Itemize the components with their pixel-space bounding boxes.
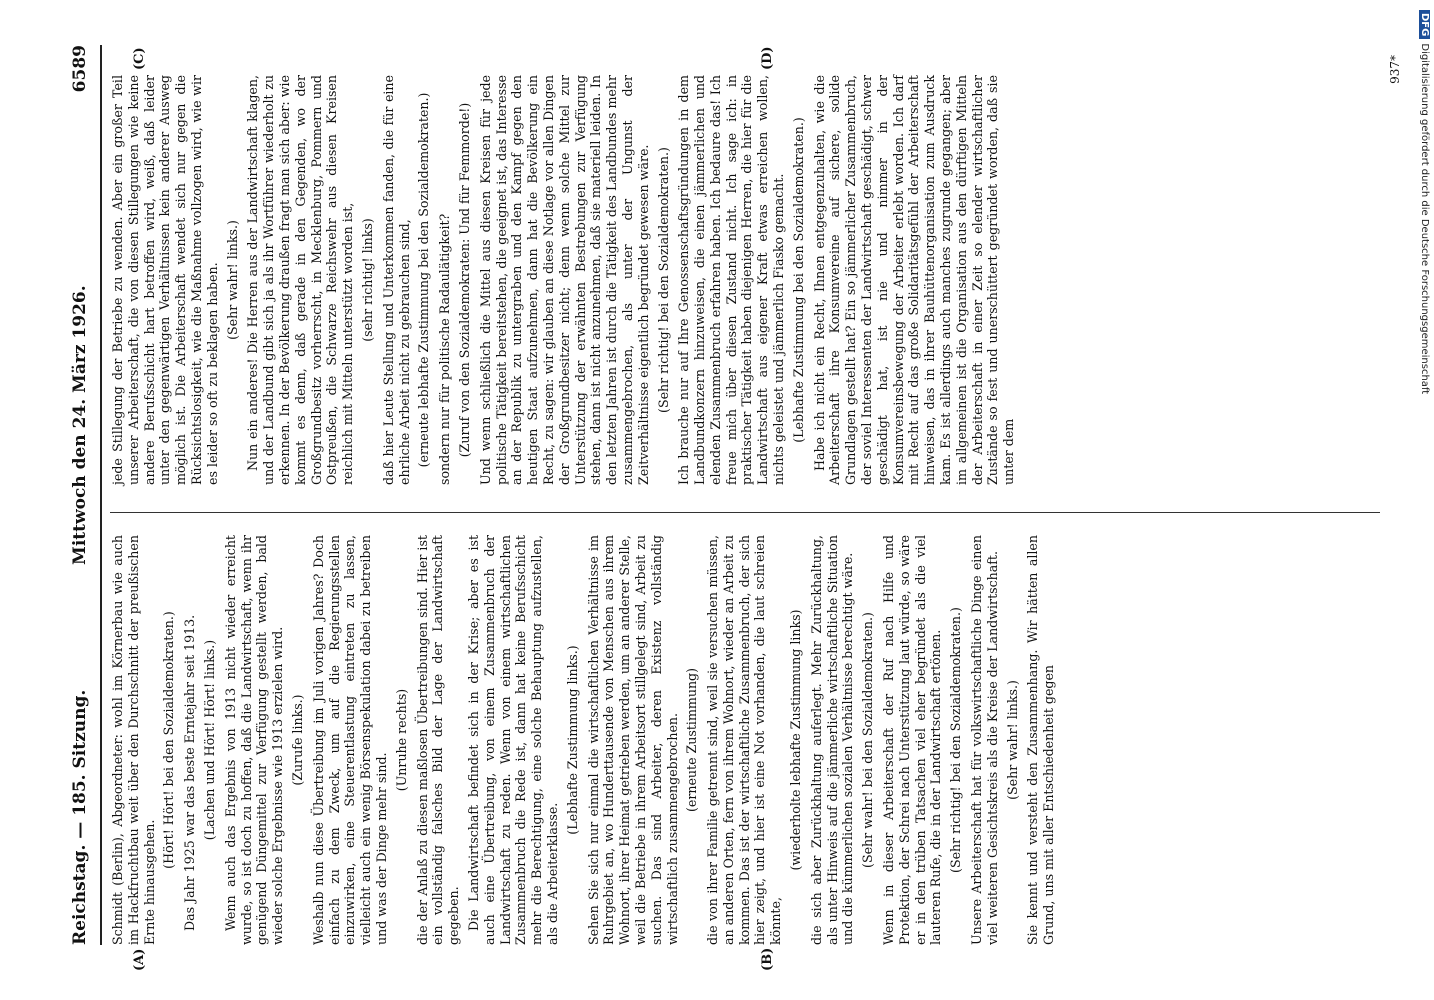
paragraph: die von ihrer Familie getrennt sind, weil sie versuchen müssen, an anderen Orten, fern von ihrem Wohnort, wieder an Arbeit zu kommen. Das ist der wirtschaftliche Zusammenbruch, der sich hier zeigt, und hier ist eine Not vorhanden, die laut schreien könnte, <box>705 535 784 945</box>
interjection: (Unruhe rechts) <box>393 688 409 792</box>
interjection: (Sehr wahr! bei den Sozialdemokraten.) <box>860 612 876 868</box>
paragraph: jede Stillegung der Betriebe zu wenden. Aber ein großer Teil unserer Arbeiterschaft, die von diesen Stillegungen wie keine andere Berufsschicht hart betroffen wird, weiß, daß leider unter den gegenwärtigen Verhältnissen kein anderer Ausweg möglich ist. Die Arbeiterschaft wendet sich nur gegen die Rücksichtslosigkeit, wie die Maßnahme vollzogen wird, wie wir es leider so oft zu beklagen haben. <box>110 75 220 485</box>
interjection: (Lebhafte Zustimmung bei den Sozialdemokraten.) <box>790 117 806 443</box>
margin-marker-b: (B) <box>760 947 775 971</box>
interjection: (Lebhafte Zustimmung links.) <box>564 645 580 835</box>
page-footer-signature: 937* <box>1388 55 1402 84</box>
interjection: (Zurufe links.) <box>289 694 305 786</box>
dfg-logo: DFG <box>1419 10 1430 39</box>
column-divider <box>110 512 1380 513</box>
paragraph: Weshalb nun diese Übertreibung im Juli vorigen Jahres? Doch einfach zu dem Zweck, um auf die Regierungsstellen einzuwirken, eine Steuerentlastung eintreten zu lassen, vielleicht auch ein wenig Börsenspekulation dabei zu betreiben und was der Dinge mehr sind. <box>310 535 389 945</box>
paragraph: Sehen Sie sich nur einmal die wirtschaftlichen Verhältnisse im Ruhrgebiet an, wo Hunderttausende von Menschen aus ihrem Wohnort, ihrer Heimat getrieben werden, um an anderer Stelle, weil die Betriebe in ihrem Arbeitsort stillgelegt sind, Arbeit zu suchen. Das sind Arbeiter, deren Existenz vollständig wirtschaftlich zusammengebrochen. <box>585 535 680 945</box>
interjection: (Sehr richtig! bei den Sozialdemokraten.) <box>948 607 964 873</box>
interjection: (Sehr richtig! bei den Sozialdemokraten.) <box>655 147 671 413</box>
interjection: (Sehr wahr! links.) <box>224 220 240 340</box>
paragraph: Das Jahr 1925 war das beste Erntejahr seit 1913. <box>182 614 198 931</box>
paragraph: sondern nur für politische Radaulätigkeit? <box>437 213 453 485</box>
paragraph: Die Landwirtschaft befindet sich in der Krise; aber es ist auch eine Übertreibung, von einem Zusammenbruch der Landwirtschaft zu reden. Wenn von einem wirtschaftlichen Zusammenbruch die Rede ist, dann hat keine Berufsschicht mehr die Berechtigung, eine solche Behauptung aufzustellen, als die Arbeiterklasse. <box>465 535 560 945</box>
paragraph: die der Anlaß zu diesen maßlosen Übertreibungen sind. Hier ist ein vollständig falsches Bild der Lage der Landwirtschaft gegeben. <box>414 535 462 945</box>
paragraph: Wenn auch das Ergebnis von 1913 nicht wieder erreicht wurde, so ist doch zu hoffen, daß die Landwirtschaft, wenn ihr genügend Düngemittel zur Verfügung gestellt werden, bald wieder solche Ergebnisse wie 1913 erzielen wird. <box>222 535 286 945</box>
paragraph: Sie kennt und versteht den Zusammenhang. Wir hätten allen Grund, uns mit aller Entschiedenheit gegen <box>1025 535 1057 945</box>
paragraph: Unsere Arbeiterschaft hat für volkswirtschaftliche Dinge einen viel weiteren Gesichtskreis als die Kreise der Landwirtschaft. <box>969 535 1000 945</box>
header-date: Mittwoch den 24. März 1926. <box>70 285 90 565</box>
interjection: (Sehr wahr! links.) <box>1004 680 1020 800</box>
margin-marker-c: (C) <box>132 47 147 70</box>
interjection: (erneute lebhafte Zustimmung bei den Sozialdemokraten.) <box>416 92 432 468</box>
document-page <box>60 45 1402 971</box>
interjection: (erneute Zustimmung) <box>684 667 700 813</box>
digitization-text: Digitalisierung gefördert durch die Deutsche Forschungsgemeinschaft <box>1419 43 1430 395</box>
paragraph: Schmidt (Berlin), Abgeordneter: wohl im Körnerbau wie auch im Hackfruchtbau weit über den Durchschnitt der preußischen Ernte hinausgehen. <box>110 535 157 945</box>
interjection: (Lachen und Hört! Hört! links.) <box>201 639 217 841</box>
paragraph: Und wenn schließlich die Mittel aus diesen Kreisen für jede politische Tätigkeit bereitstehen, die geeignet ist, das Interesse an der Republik zu untergraben und den Kampf gegen den heutigen Staat aufzunehmen, dann hat die Bevölkerung ein Recht, zu sagen: wir glauben an diese Notlage vor allen Dingen der Großgrundbesitzer nicht; denn wenn solche Mittel zur Unterstützung der erwähnten Bestrebungen zur Verfügung stehen, dann ist nicht anzunehmen, daß sie materiell leiden. In den letzten Jahren ist durch die Tätigkeit des Landbundes mehr zusammengebrochen, als unter der Ungunst der Zeitverhältnisse eigentlich begründet gewesen wäre. <box>477 75 651 485</box>
digitization-note <box>1418 10 1432 990</box>
header-left: Reichstag. — 185. Sitzung. <box>70 689 90 945</box>
paragraph: daß hier Leute Stellung und Unterkommen fanden, die für eine ehrliche Arbeit nicht zu gebrauchen sind, <box>380 75 412 485</box>
right-column <box>110 75 1021 485</box>
page-number: 6589 <box>70 45 90 93</box>
interjection: (Hört! Hört! bei den Sozialdemokraten.) <box>161 611 177 869</box>
paragraph: Nun ein anderes! Die Herren aus der Landwirtschaft klagen, und der Landbund gibt sich ja als ihr Wortführer wiederholt zu erkennen. In der Bevölkerung draußen fragt man sich aber: wie kommt es denn, daß gerade in den Gegenden, wo der Großgrundbesitz vorherrscht, in Mecklenburg, Pommern und Ostpreußen, die Schwarze Reichswehr aus diesen Kreisen reichlich mit Mitteln unterstützt worden ist, <box>245 75 356 485</box>
interjection: (Zuruf von den Sozialdemokraten: Und für Femmorde!) <box>456 102 472 458</box>
paragraph: Wenn in dieser Arbeiterschaft der Ruf nach Hilfe und Protektion, der Schrei nach Unterstützung laut würde, so wäre er in den trüben Tatsachen viel eher begründet als die viel lauteren Rufe, die in der Landwirtschaft ertönen. <box>881 535 944 945</box>
margin-marker-a: (A) <box>132 948 147 971</box>
left-column <box>110 535 1061 945</box>
interjection: (wiederholte lebhafte Zustimmung links) <box>788 609 804 871</box>
paragraph: Habe ich nicht ein Recht, Ihnen entgegenzuhalten, wie die Arbeiterschaft ihre Konsumvereine auf sichere, solide Grundlagen gestellt hat? Ein so jämmerlicher Zusammenbruch, der soviel Interessenten der Landwirtschaft geschädigt, schwer geschädigt hat, ist nie und nimmer in der Konsumvereinsbewegung der Arbeiter erlebt worden. Ich darf mit Recht auf das große Solidaritätsgefühl der Arbeiterschaft hinweisen, das in ihrer Bauhüttenorganisation zum Ausdruck kam. Es ist allerdings auch manches zugrunde gegangen; aber im allgemeinen ist die Organisation aus den dürftigen Mitteln der Arbeiterschaft in einer Zeit so elender wirtschaftlicher Zustände so fest und unerschüttert gegründet worden, daß sie unter dem <box>811 75 1017 485</box>
page-header <box>60 45 102 945</box>
paragraph: die sich aber Zurückhaltung auferlegt. Mehr Zurückhaltung, als unter Hinweis auf die jämmerliche wirtschaftliche Situation und die kümmerlichen sozialen Verhältnisse berechtigt wäre. <box>808 535 856 945</box>
paragraph: Ich brauche nur auf Ihre Genossenschaftsgründungen in dem Landbundkonzern hinzuweisen, die einen jämmerlichen und elenden Zusammenbruch erfahren haben. Ich bedaure das! Ich freue mich über diesen Zustand nicht. Ich sage ich: in praktischer Tätigkeit haben diejenigen Herren, die hier für die Landwirtschaft aus eigener Kraft etwas erreichen wollen, nichts geleistet und jämmerlich Fiasko gemacht. <box>676 75 787 485</box>
margin-marker-d: (D) <box>760 46 775 70</box>
interjection: (sehr richtig! links) <box>359 218 375 342</box>
